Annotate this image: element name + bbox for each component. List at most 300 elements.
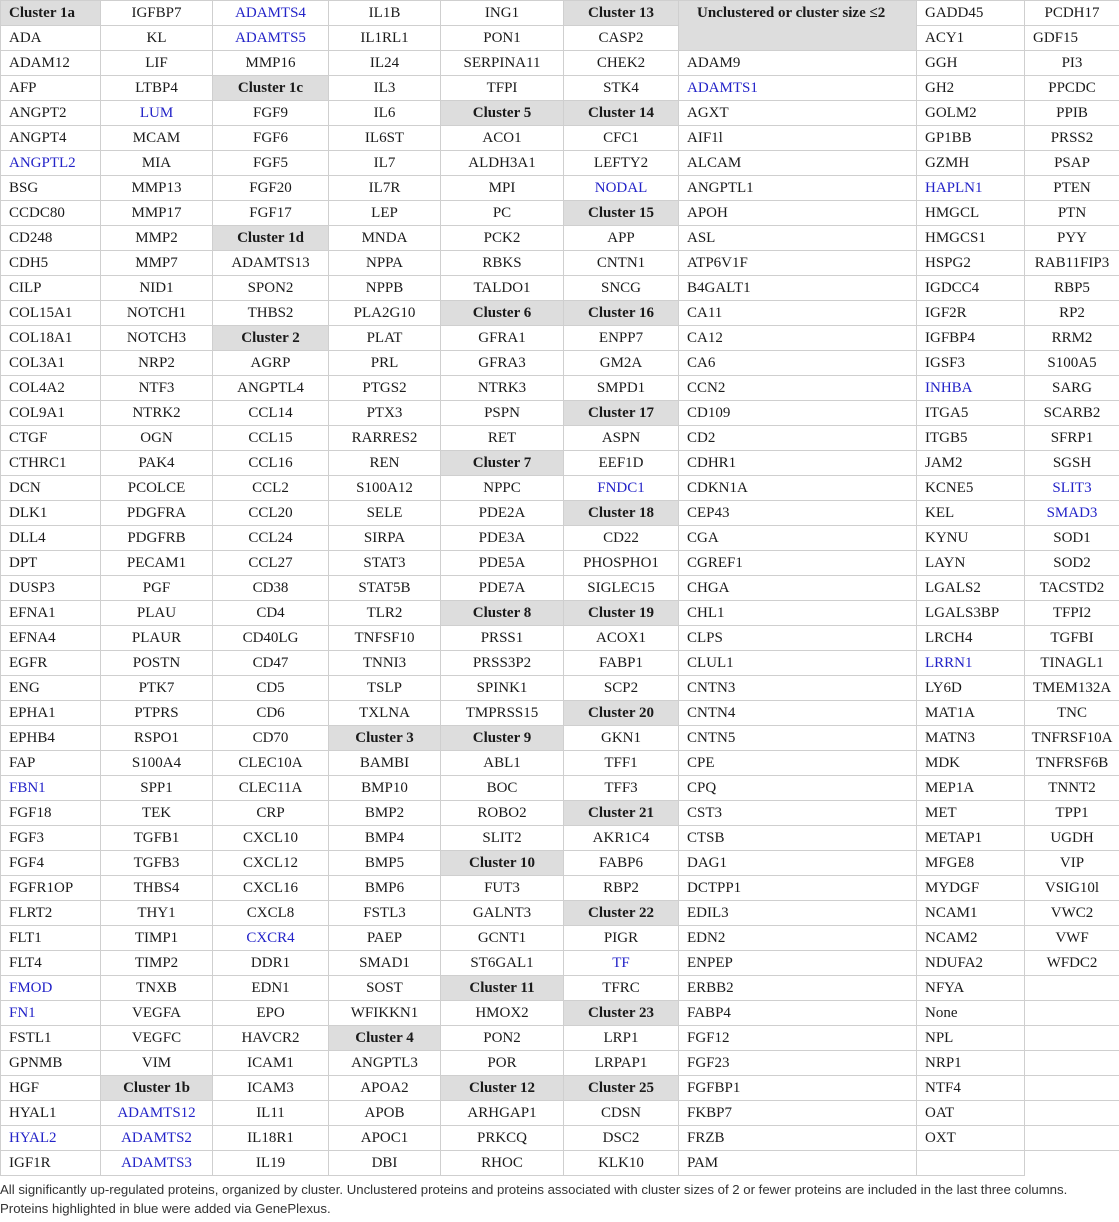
protein-cell: SARG <box>1025 376 1119 401</box>
protein-cell: BMP4 <box>329 826 441 851</box>
protein-cell: PHOSPHO1 <box>564 551 679 576</box>
protein-cell: NPPB <box>329 276 441 301</box>
protein-cell: BMP10 <box>329 776 441 801</box>
protein-cell: INHBA <box>917 376 1025 401</box>
protein-cell: CTHRC1 <box>1 451 101 476</box>
protein-cell: TGFB1 <box>101 826 213 851</box>
protein-cell: TINAGL1 <box>1025 651 1119 676</box>
protein-cell: LEFTY2 <box>564 151 679 176</box>
protein-cell: ACY1 <box>917 26 1025 51</box>
protein-cell: RSPO1 <box>101 726 213 751</box>
table-row <box>1 1151 1119 1176</box>
protein-cell: FGFR1OP <box>1 876 101 901</box>
protein-cell: PAEP <box>329 926 441 951</box>
protein-cell: PRL <box>329 351 441 376</box>
protein-cell: LEP <box>329 201 441 226</box>
protein-cell: MET <box>917 801 1025 826</box>
protein-cell: ICAM1 <box>213 1051 329 1076</box>
protein-cell: PRSS1 <box>441 626 564 651</box>
protein-cell: CPQ <box>679 776 917 801</box>
cluster-header-cell: Cluster 21 <box>564 801 679 826</box>
protein-cell: EEF1D <box>564 451 679 476</box>
protein-cell: HAPLN1 <box>917 176 1025 201</box>
protein-cell: LUM <box>101 101 213 126</box>
protein-cell: RBP5 <box>1025 276 1119 301</box>
protein-cell: ADA <box>1 26 101 51</box>
protein-cell: MMP13 <box>101 176 213 201</box>
protein-cell: THBS4 <box>101 876 213 901</box>
table-row <box>1 51 1119 76</box>
protein-cell: SIRPA <box>329 526 441 551</box>
protein-cell: LY6D <box>917 676 1025 701</box>
table-row <box>1 451 1119 476</box>
protein-cell: ING1 <box>441 1 564 26</box>
table-row <box>1 1001 1119 1026</box>
protein-cell: CLEC11A <box>213 776 329 801</box>
protein-cell: TEK <box>101 801 213 826</box>
protein-cell: GADD45 <box>917 1 1025 26</box>
protein-cell: POSTN <box>101 651 213 676</box>
cluster-header-cell: Cluster 23 <box>564 1001 679 1026</box>
protein-cell: IGDCC4 <box>917 276 1025 301</box>
protein-cell: FAP <box>1 751 101 776</box>
protein-cell: ALDH3A1 <box>441 151 564 176</box>
cluster-header-cell: Cluster 16 <box>564 301 679 326</box>
protein-cell: IL18R1 <box>213 1126 329 1151</box>
protein-cell: CCL2 <box>213 476 329 501</box>
table-caption: All significantly up-regulated proteins, organized by cluster. Unclustered proteins and proteins associated with cluster sizes of 2 or fewer proteins are included in the last three columns. Proteins highlighted in blue were added via GenePlexus. <box>0 1182 1068 1216</box>
protein-cell: MMP17 <box>101 201 213 226</box>
protein-cell: GCNT1 <box>441 926 564 951</box>
protein-cell: RBP2 <box>564 876 679 901</box>
protein-cell: PLA2G10 <box>329 301 441 326</box>
protein-cell: PCK2 <box>441 226 564 251</box>
table-row <box>1 551 1119 576</box>
protein-cell: MAT1A <box>917 701 1025 726</box>
protein-cell: COL4A2 <box>1 376 101 401</box>
protein-cell: COL9A1 <box>1 401 101 426</box>
protein-cell: None <box>917 1001 1025 1026</box>
protein-cell: DCTPP1 <box>679 876 917 901</box>
protein-cell: GFRA1 <box>441 326 564 351</box>
protein-cell: IL11 <box>213 1101 329 1126</box>
protein-cell: HMGCS1 <box>917 226 1025 251</box>
protein-cell: IL19 <box>213 1151 329 1176</box>
protein-cell: HSPG2 <box>917 251 1025 276</box>
protein-cell: CD248 <box>1 226 101 251</box>
cluster-header-cell: Cluster 6 <box>441 301 564 326</box>
protein-cell: NTRK2 <box>101 401 213 426</box>
protein-cell: GOLM2 <box>917 101 1025 126</box>
protein-cell: LGALS3BP <box>917 601 1025 626</box>
protein-cell: DSC2 <box>564 1126 679 1151</box>
table-row <box>1 401 1119 426</box>
protein-cell: KCNE5 <box>917 476 1025 501</box>
protein-cell: PDE3A <box>441 526 564 551</box>
protein-cell: CCL14 <box>213 401 329 426</box>
cluster-header-cell: Cluster 1a <box>1 1 101 26</box>
table-row <box>1 1076 1119 1101</box>
protein-cell: RHOC <box>441 1151 564 1176</box>
protein-cell: LTBP4 <box>101 76 213 101</box>
protein-cell: NTRK3 <box>441 376 564 401</box>
empty-cell <box>1025 976 1119 1001</box>
protein-cell: NRP1 <box>917 1051 1025 1076</box>
protein-cell: TACSTD2 <box>1025 576 1119 601</box>
protein-cell: POR <box>441 1051 564 1076</box>
protein-cell: FGF20 <box>213 176 329 201</box>
protein-cell: CFC1 <box>564 126 679 151</box>
cluster-header-cell: Cluster 2 <box>213 326 329 351</box>
protein-cell: PDGFRA <box>101 501 213 526</box>
protein-cell: DAG1 <box>679 851 917 876</box>
protein-cell: ABL1 <box>441 751 564 776</box>
cluster-header-cell: Cluster 4 <box>329 1026 441 1051</box>
table-row <box>1 476 1119 501</box>
protein-cell: DPT <box>1 551 101 576</box>
table-row <box>1 826 1119 851</box>
protein-cell: CD70 <box>213 726 329 751</box>
protein-cell: STK4 <box>564 76 679 101</box>
protein-cell: CEP43 <box>679 501 917 526</box>
protein-cell: MDK <box>917 751 1025 776</box>
protein-cell: ANGPT4 <box>1 126 101 151</box>
protein-cell: TFF1 <box>564 751 679 776</box>
protein-cell: CRP <box>213 801 329 826</box>
table-row <box>1 801 1119 826</box>
protein-cell: TGFBI <box>1025 626 1119 651</box>
protein-cell: EPO <box>213 1001 329 1026</box>
protein-cell: SIGLEC15 <box>564 576 679 601</box>
table-row <box>1 726 1119 751</box>
protein-cell: PYY <box>1025 226 1119 251</box>
protein-cell: LRPAP1 <box>564 1051 679 1076</box>
protein-cell: ST6GAL1 <box>441 951 564 976</box>
protein-cell: CNTN1 <box>564 251 679 276</box>
protein-cell: TNFRSF10A <box>1025 726 1119 751</box>
protein-cell: PPCDC <box>1025 76 1119 101</box>
protein-cell: TF <box>564 951 679 976</box>
table-row <box>1 326 1119 351</box>
protein-cell: CD22 <box>564 526 679 551</box>
protein-cell: CLPS <box>679 626 917 651</box>
protein-cell: ADAMTS4 <box>213 1 329 26</box>
protein-cell: GFRA3 <box>441 351 564 376</box>
protein-cell: FKBP7 <box>679 1101 917 1126</box>
protein-cell: CCL24 <box>213 526 329 551</box>
protein-cell: IL3 <box>329 76 441 101</box>
cluster-header-cell: Cluster 1d <box>213 226 329 251</box>
cluster-header-cell: Cluster 9 <box>441 726 564 751</box>
protein-cell: NCAM1 <box>917 901 1025 926</box>
table-body <box>1 1 1119 1176</box>
table-row <box>1 1026 1119 1051</box>
protein-cell: PLAT <box>329 326 441 351</box>
protein-cell: PTN <box>1025 201 1119 226</box>
protein-cell: GM2A <box>564 351 679 376</box>
protein-cell: TXLNA <box>329 701 441 726</box>
table-row <box>1 651 1119 676</box>
protein-cell: PDGFRB <box>101 526 213 551</box>
table-row <box>1 751 1119 776</box>
protein-cell: THBS2 <box>213 301 329 326</box>
protein-cell: FBN1 <box>1 776 101 801</box>
cluster-header-cell: Cluster 8 <box>441 601 564 626</box>
cluster-header-cell: Cluster 17 <box>564 401 679 426</box>
protein-cell: TNC <box>1025 701 1119 726</box>
table-row <box>1 101 1119 126</box>
protein-cell: ARHGAP1 <box>441 1101 564 1126</box>
protein-cell: SELE <box>329 501 441 526</box>
protein-cell: IGF2R <box>917 301 1025 326</box>
protein-cell: BSG <box>1 176 101 201</box>
cluster-header-cell: Cluster 20 <box>564 701 679 726</box>
cluster-header-cell: Unclustered or cluster size ≤2 <box>679 1 917 51</box>
protein-cell: VIP <box>1025 851 1119 876</box>
protein-cell: DDR1 <box>213 951 329 976</box>
protein-cell: ERBB2 <box>679 976 917 1001</box>
protein-cell: TNNT2 <box>1025 776 1119 801</box>
protein-cell: ATP6V1F <box>679 251 917 276</box>
protein-cell: BOC <box>441 776 564 801</box>
protein-cell: BAMBI <box>329 751 441 776</box>
protein-cell: CLEC10A <box>213 751 329 776</box>
protein-cell: RAB11FIP3 <box>1025 251 1119 276</box>
protein-cell: PAK4 <box>101 451 213 476</box>
protein-cell: GGH <box>917 51 1025 76</box>
protein-cell: EPHB4 <box>1 726 101 751</box>
protein-cell: STAT3 <box>329 551 441 576</box>
protein-cell: CXCL10 <box>213 826 329 851</box>
protein-cell: KEL <box>917 501 1025 526</box>
protein-cell: ASPN <box>564 426 679 451</box>
protein-cell: RP2 <box>1025 301 1119 326</box>
cluster-header-cell: Cluster 12 <box>441 1076 564 1101</box>
protein-cell: ANGPTL4 <box>213 376 329 401</box>
protein-cell: ACOX1 <box>564 626 679 651</box>
empty-cell <box>917 1151 1025 1176</box>
protein-cell: CHGA <box>679 576 917 601</box>
protein-cell: SNCG <box>564 276 679 301</box>
protein-cell: BMP6 <box>329 876 441 901</box>
protein-cell: APP <box>564 226 679 251</box>
protein-cell: CD38 <box>213 576 329 601</box>
protein-cell: IL6 <box>329 101 441 126</box>
table-row <box>1 151 1119 176</box>
protein-cell: CA11 <box>679 301 917 326</box>
table-row <box>1 201 1119 226</box>
protein-cell: CTSB <box>679 826 917 851</box>
protein-cell: ANGPT2 <box>1 101 101 126</box>
protein-cell: AGXT <box>679 101 917 126</box>
protein-cell: EDIL3 <box>679 901 917 926</box>
protein-cell: MMP16 <box>213 51 329 76</box>
protein-cell: LGALS2 <box>917 576 1025 601</box>
protein-cell: EFNA1 <box>1 601 101 626</box>
protein-cell: MNDA <box>329 226 441 251</box>
table-row <box>1 926 1119 951</box>
protein-cell: RRM2 <box>1025 326 1119 351</box>
protein-cell: CGREF1 <box>679 551 917 576</box>
table-row <box>1 301 1119 326</box>
protein-cell: SMPD1 <box>564 376 679 401</box>
protein-cell: PRSS2 <box>1025 126 1119 151</box>
protein-cell: FGF9 <box>213 101 329 126</box>
cluster-header-cell: Cluster 13 <box>564 1 679 26</box>
protein-cell: PTX3 <box>329 401 441 426</box>
cluster-header-cell: Cluster 19 <box>564 601 679 626</box>
protein-cell: MYDGF <box>917 876 1025 901</box>
protein-cell: LRCH4 <box>917 626 1025 651</box>
protein-cell: CXCL12 <box>213 851 329 876</box>
protein-cell: SGSH <box>1025 451 1119 476</box>
protein-cell: ADAMTS2 <box>101 1126 213 1151</box>
protein-cell: TNFRSF6B <box>1025 751 1119 776</box>
protein-cell: FLRT2 <box>1 901 101 926</box>
protein-cell: CILP <box>1 276 101 301</box>
protein-cell: ADAMTS12 <box>101 1101 213 1126</box>
protein-cell: GPNMB <box>1 1051 101 1076</box>
protein-cell: KLK10 <box>564 1151 679 1176</box>
protein-cell: TNNI3 <box>329 651 441 676</box>
table-row <box>1 951 1119 976</box>
table-row <box>1 176 1119 201</box>
empty-cell <box>1025 1051 1119 1076</box>
protein-cell: AKR1C4 <box>564 826 679 851</box>
table-row <box>1 126 1119 151</box>
protein-cell: TFF3 <box>564 776 679 801</box>
protein-cell: PIGR <box>564 926 679 951</box>
protein-cell: CA12 <box>679 326 917 351</box>
protein-cell: CHL1 <box>679 601 917 626</box>
protein-cell: SPINK1 <box>441 676 564 701</box>
protein-cell: GH2 <box>917 76 1025 101</box>
protein-cell: CNTN5 <box>679 726 917 751</box>
protein-cell: ADAMTS13 <box>213 251 329 276</box>
protein-cell: PI3 <box>1025 51 1119 76</box>
protein-cell: IL7R <box>329 176 441 201</box>
protein-cell: OAT <box>917 1101 1025 1126</box>
protein-cell: SOST <box>329 976 441 1001</box>
table-row <box>1 1126 1119 1151</box>
protein-cell: MFGE8 <box>917 851 1025 876</box>
protein-cell: SMAD1 <box>329 951 441 976</box>
protein-cell: EFNA4 <box>1 626 101 651</box>
protein-cell: ASL <box>679 226 917 251</box>
protein-cell: PLAUR <box>101 626 213 651</box>
protein-cell: CXCL16 <box>213 876 329 901</box>
protein-cell: SOD2 <box>1025 551 1119 576</box>
protein-cell: CST3 <box>679 801 917 826</box>
protein-cell: NTF3 <box>101 376 213 401</box>
protein-cell: NPPA <box>329 251 441 276</box>
protein-cell: HGF <box>1 1076 101 1101</box>
protein-cell: CXCR4 <box>213 926 329 951</box>
protein-cell: GP1BB <box>917 126 1025 151</box>
protein-cell: CNTN4 <box>679 701 917 726</box>
protein-cell: PDE7A <box>441 576 564 601</box>
protein-cell: CHEK2 <box>564 51 679 76</box>
protein-cell: ROBO2 <box>441 801 564 826</box>
protein-cell: CD47 <box>213 651 329 676</box>
protein-cell: CD109 <box>679 401 917 426</box>
protein-cell: APOA2 <box>329 1076 441 1101</box>
protein-cell: CD40LG <box>213 626 329 651</box>
protein-cell: FABP4 <box>679 1001 917 1026</box>
protein-cell: ADAMTS3 <box>101 1151 213 1176</box>
protein-cell: NTF4 <box>917 1076 1025 1101</box>
protein-cell: CCN2 <box>679 376 917 401</box>
protein-cell: ADAM9 <box>679 51 917 76</box>
protein-cell: ADAMTS5 <box>213 26 329 51</box>
protein-cell: FMOD <box>1 976 101 1001</box>
protein-cell: FGF18 <box>1 801 101 826</box>
table-row <box>1 976 1119 1001</box>
protein-cell: FABP1 <box>564 651 679 676</box>
protein-cell: DBI <box>329 1151 441 1176</box>
protein-cell: ENPP7 <box>564 326 679 351</box>
protein-cell: FRZB <box>679 1126 917 1151</box>
protein-cell: MMP7 <box>101 251 213 276</box>
protein-cell: RET <box>441 426 564 451</box>
protein-cell: HYAL1 <box>1 1101 101 1126</box>
protein-cell: CLUL1 <box>679 651 917 676</box>
protein-cell: CDH5 <box>1 251 101 276</box>
protein-cell: ACO1 <box>441 126 564 151</box>
protein-cell: PAM <box>679 1151 917 1176</box>
protein-cell: NRP2 <box>101 351 213 376</box>
protein-cell: TGFB3 <box>101 851 213 876</box>
protein-cell: IL7 <box>329 151 441 176</box>
table-row <box>1 226 1119 251</box>
protein-cell: FGF12 <box>679 1026 917 1051</box>
protein-cell: PON1 <box>441 26 564 51</box>
protein-cell: COL18A1 <box>1 326 101 351</box>
protein-cell: UGDH <box>1025 826 1119 851</box>
protein-cell: TIMP1 <box>101 926 213 951</box>
protein-cell: S100A4 <box>101 751 213 776</box>
protein-cell: B4GALT1 <box>679 276 917 301</box>
empty-cell <box>1025 1101 1119 1126</box>
protein-cell: PTK7 <box>101 676 213 701</box>
protein-cell: NCAM2 <box>917 926 1025 951</box>
protein-cell: S100A5 <box>1025 351 1119 376</box>
protein-cell: CD4 <box>213 601 329 626</box>
protein-cell: LIF <box>101 51 213 76</box>
protein-cell: ITGB5 <box>917 426 1025 451</box>
empty-cell <box>1025 1026 1119 1051</box>
protein-cell: NID1 <box>101 276 213 301</box>
protein-cell: TNFSF10 <box>329 626 441 651</box>
cluster-header-cell: Cluster 3 <box>329 726 441 751</box>
protein-cell: IL24 <box>329 51 441 76</box>
protein-cell: PTGS2 <box>329 376 441 401</box>
protein-cell: GDF15 <box>1025 26 1119 51</box>
protein-cell: JAM2 <box>917 451 1025 476</box>
protein-cell: PSPN <box>441 401 564 426</box>
protein-cell: PDE5A <box>441 551 564 576</box>
protein-cell: WFIKKN1 <box>329 1001 441 1026</box>
protein-cell: FGF6 <box>213 126 329 151</box>
cluster-header-cell: Cluster 7 <box>441 451 564 476</box>
protein-cell: PON2 <box>441 1026 564 1051</box>
protein-cell: FGF3 <box>1 826 101 851</box>
protein-cell: GKN1 <box>564 726 679 751</box>
table-row <box>1 701 1119 726</box>
protein-cell: EPHA1 <box>1 701 101 726</box>
protein-cell: FSTL3 <box>329 901 441 926</box>
protein-cell: FLT4 <box>1 951 101 976</box>
